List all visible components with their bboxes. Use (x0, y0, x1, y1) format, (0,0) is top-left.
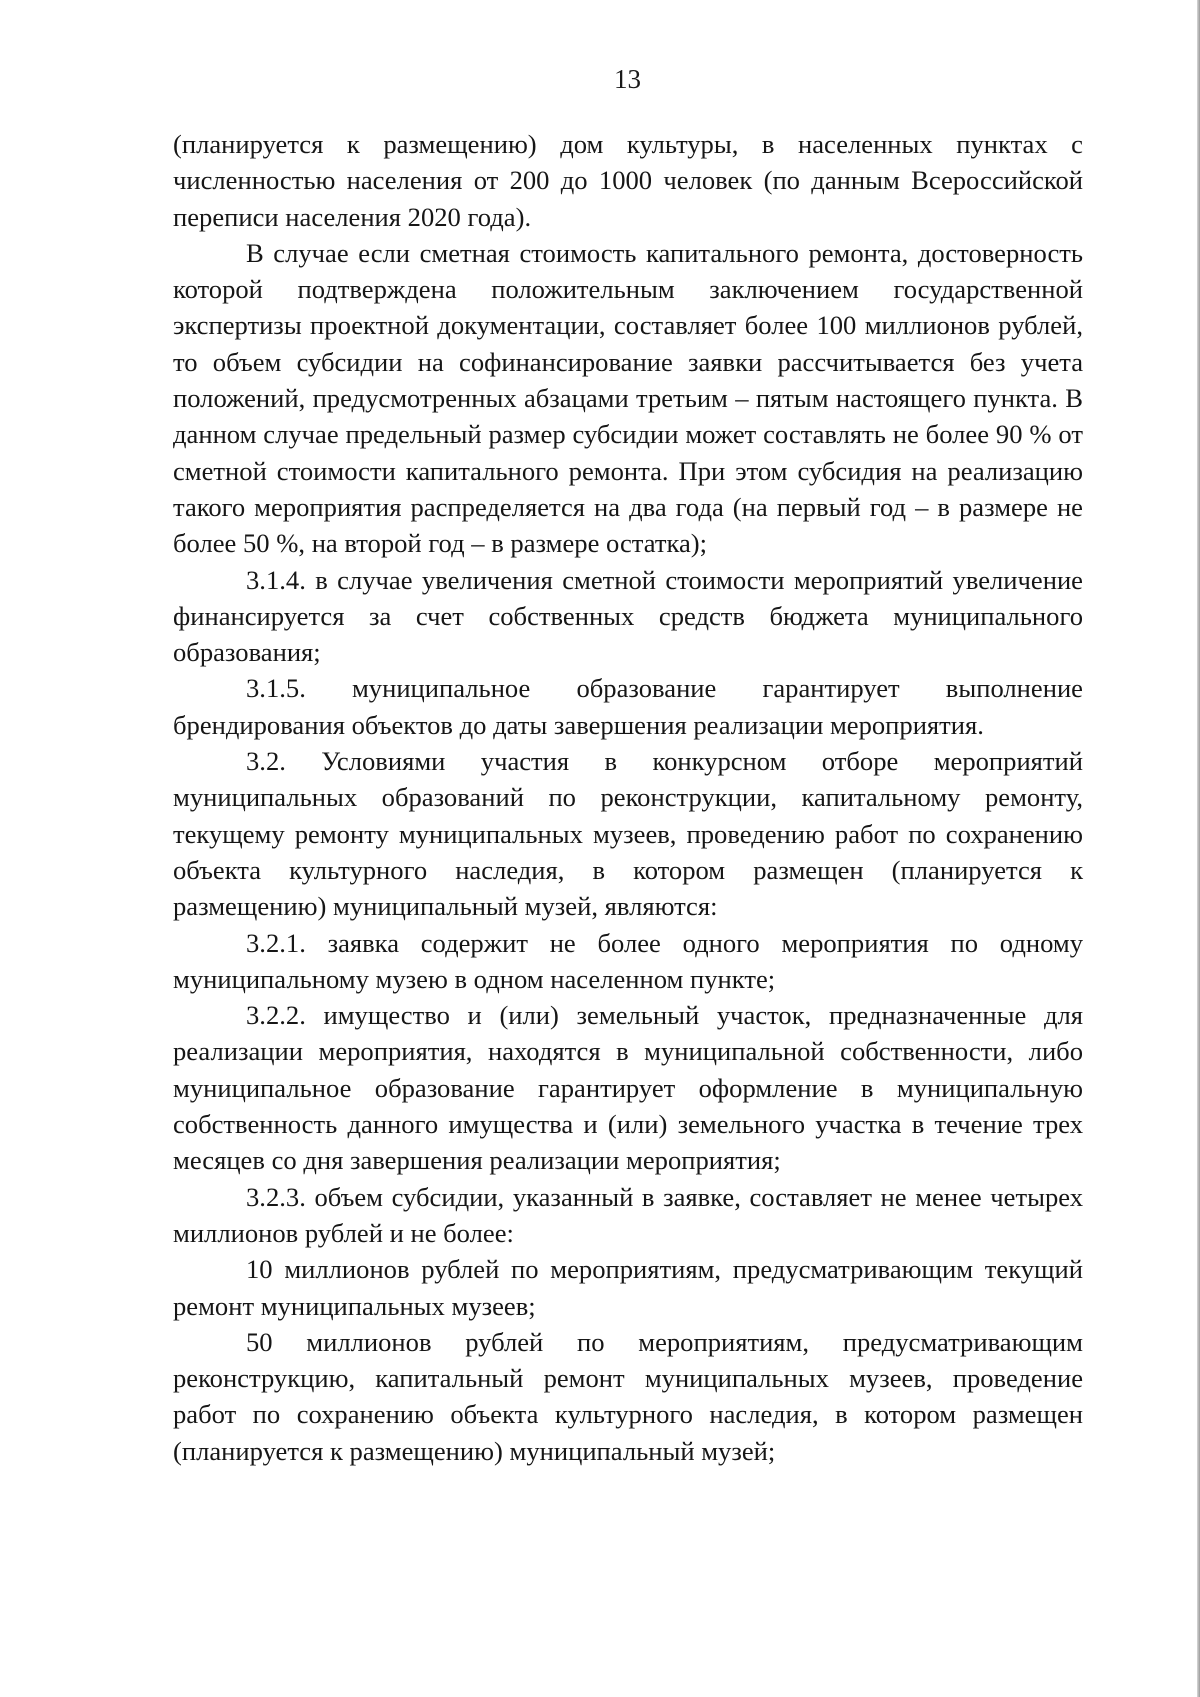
paragraph-continuation: (планируется к размещению) дом культуры, в населенных пунктах с численностью населения от 200 до 1000 человек (по данным Всероссийской переписи населения 2020 года). (173, 129, 1083, 232)
paragraph-3-2-1: 3.2.1. заявка содержит не более одного мероприятия по одному муниципальному музею в одном населенном пункте; (173, 927, 1083, 994)
paragraph-3-1-5: 3.1.5. муниципальное образование гарантирует выполнение брендирования объектов до даты завершения реализации мероприятия. (173, 673, 1083, 740)
paragraph-3-2: 3.2. Условиями участия в конкурсном отборе мероприятий муниципальных образований по реконструкции, капитальному ремонту, текущему ремонту муниципальных музеев, проведению работ по сохранению объекта культурного наследия, в котором размещен (планируется к размещению) муниципальный музей, являются: (173, 746, 1083, 922)
paragraph-10-million: 10 миллионов рублей по мероприятиям, предусматривающим текущий ремонт муниципальных музеев; (173, 1254, 1083, 1321)
paragraph-3-1-4: 3.1.4. в случае увеличения сметной стоимости мероприятий увеличение финансируется за счет собственных средств бюджета муниципального образования; (173, 564, 1083, 668)
page-number: 13 (614, 64, 641, 94)
paragraph-50-million: 50 миллионов рублей по мероприятиям, предусматривающим реконструкцию, капитальный ремонт муниципальных музеев, проведение работ по сохранению объекта культурного наследия, в котором размещен (планируется к размещению) муниципальный музей; (173, 1326, 1083, 1466)
document-body (173, 126, 1083, 1469)
paragraph-3-2-2: 3.2.2. имущество и (или) земельный участок, предназначенные для реализации мероприятия, находятся в муниципальной собственности, либо муниципальное образование гарантирует оформление в муниципальную собственность данного имущества и (или) земельного участка в течение трех месяцев со дня завершения реализации мероприятия; (173, 1000, 1083, 1176)
paragraph-estimate-cost: В случае если сметная стоимость капитального ремонта, достоверность которой подтверждена положительным заключением государственной экспертизы проектной документации, составляет более 100 миллионов рублей, то объем субсидии на софинансирование заявки рассчитывается без учета положений, предусмотренных абзацами третьим – пятым настоящего пункта. В данном случае предельный размер субсидии может составлять не более 90 % от сметной стоимости капитального ремонта. При этом субсидия на реализацию такого мероприятия распределяется на два года (на первый год – в размере не более 50 %, на второй год – в размере остатка); (173, 237, 1083, 559)
paragraph-3-2-3: 3.2.3. объем субсидии, указанный в заявке, составляет не менее четырех миллионов рублей и не более: (173, 1181, 1083, 1248)
